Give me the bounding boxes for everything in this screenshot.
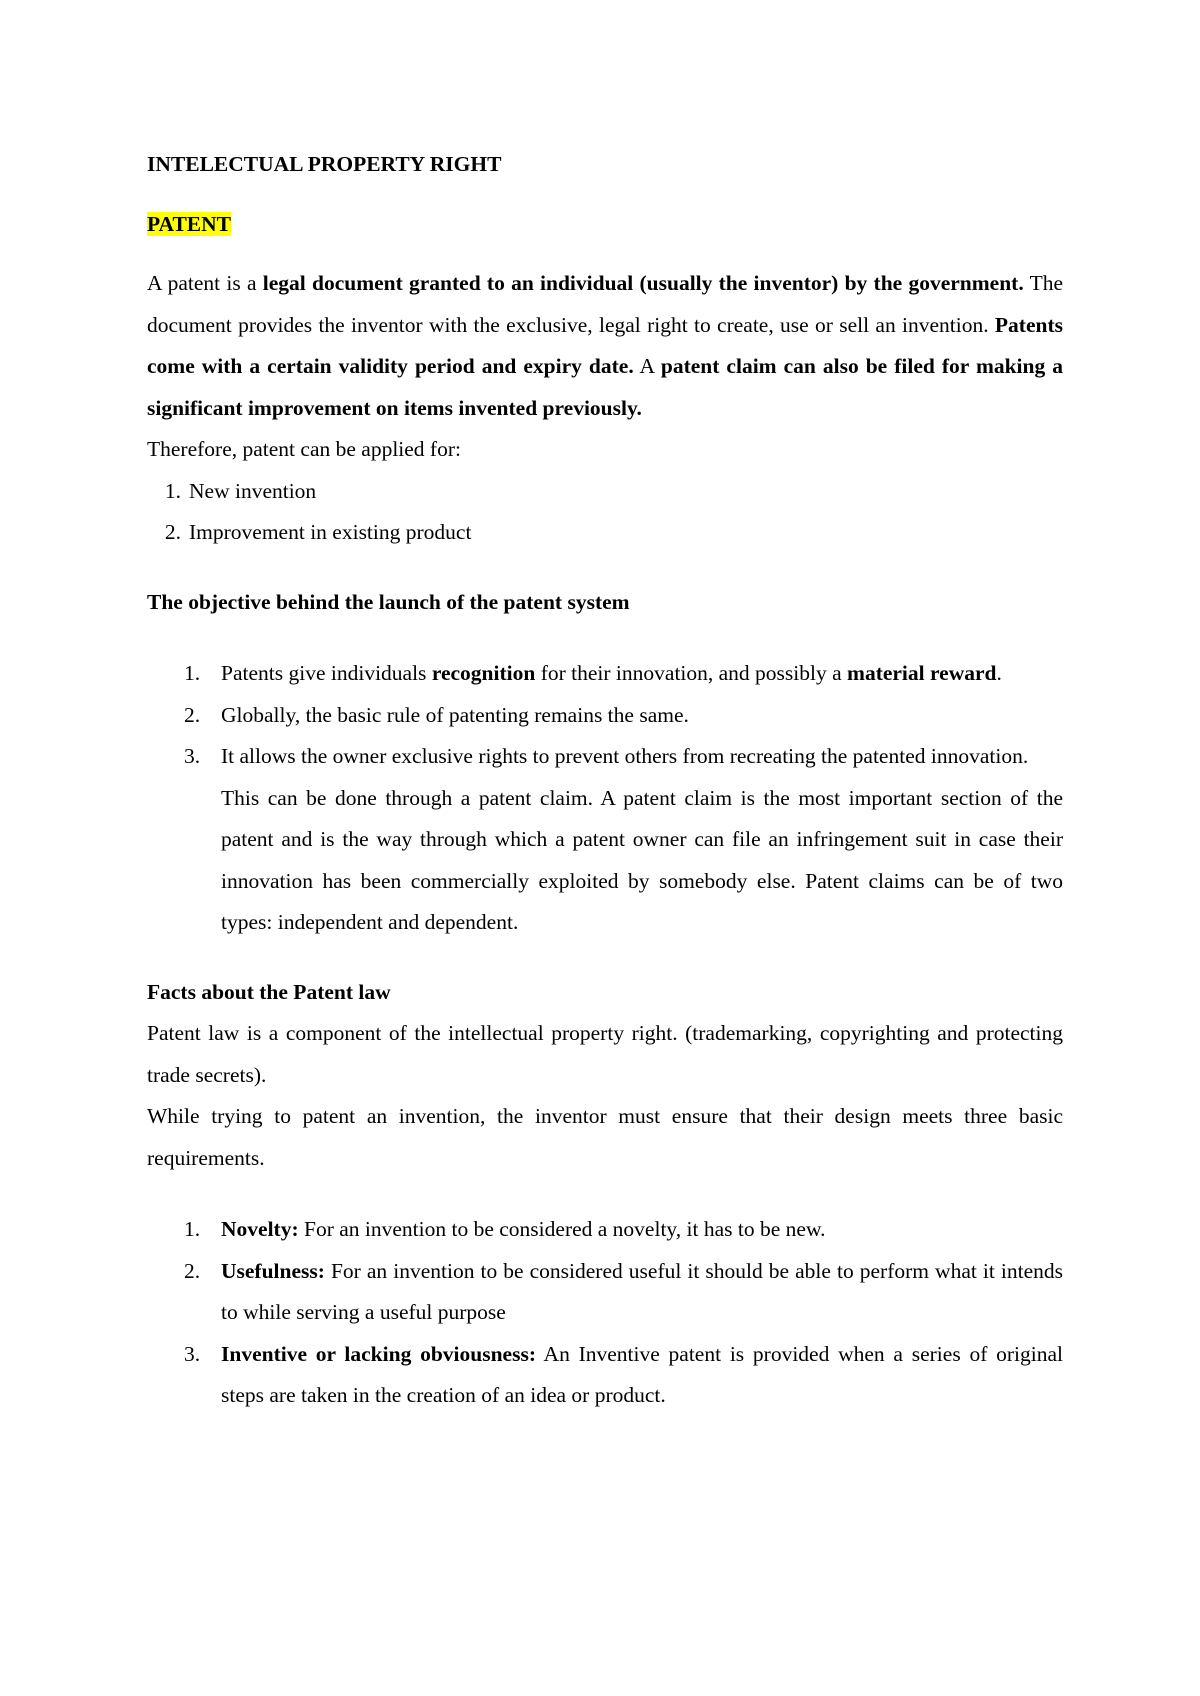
patent-claim-paragraph: This can be done through a patent claim. A patent claim is the most important section of the patent and is the way through which a patent owner can file an infringement suit in case their innovation has been commercially exploited by somebody else. Patent claims can be of two types: independent and dependent.: [221, 785, 1063, 934]
applied-for-list: [147, 471, 1063, 554]
document-title: INTELECTUAL PROPERTY RIGHT: [147, 152, 502, 176]
list-item: 1. New invention: [164, 478, 317, 503]
facts-paragraph-2: While trying to patent an invention, the inventor must ensure that their design meets three basic requirements.: [147, 1104, 1063, 1170]
facts-paragraph-1: Patent law is a component of the intellectual property right. (trademarking, copyrighting and protecting trade secrets).: [147, 1021, 1063, 1087]
objective-heading: The objective behind the launch of the patent system: [147, 589, 630, 614]
list-item: 3. Inventive or lacking obviousness: An Inventive patent is provided when a series of original steps are taken in the creation of an idea or product.: [184, 1341, 1063, 1407]
document-body: [147, 144, 1063, 1417]
list-item: 2. Globally, the basic rule of patenting remains the same.: [184, 702, 689, 727]
requirements-list: [147, 1209, 1063, 1417]
list-item: 1. Patents give individuals recognition for their innovation, and possibly a material reward.: [184, 661, 1002, 685]
facts-heading: Facts about the Patent law: [147, 979, 391, 1004]
list-item: 2. Improvement in existing product: [164, 520, 472, 544]
list-item: 3. It allows the owner exclusive rights to prevent others from recreating the patented innovation.: [184, 744, 1029, 768]
list-item: 2. Usefulness: For an invention to be considered useful it should be able to perform what it intends to while serving a useful purpose: [184, 1258, 1063, 1324]
applied-for-lead: Therefore, patent can be applied for:: [147, 437, 461, 461]
objective-list: [147, 653, 1063, 778]
patent-heading-text: PATENT: [147, 211, 232, 236]
patent-heading: [147, 204, 1063, 246]
list-item: 1. Novelty: For an invention to be considered a novelty, it has to be new.: [184, 1217, 826, 1241]
intro-paragraph: A patent is a legal document granted to an individual (usually the inventor) by the government. The document provides the inventor with the exclusive, legal right to create, use or sell an invention. Patents come with a certain validity period and expiry date. A patent claim can also be filed for making a significant improvement on items invented previously.: [147, 271, 1064, 420]
